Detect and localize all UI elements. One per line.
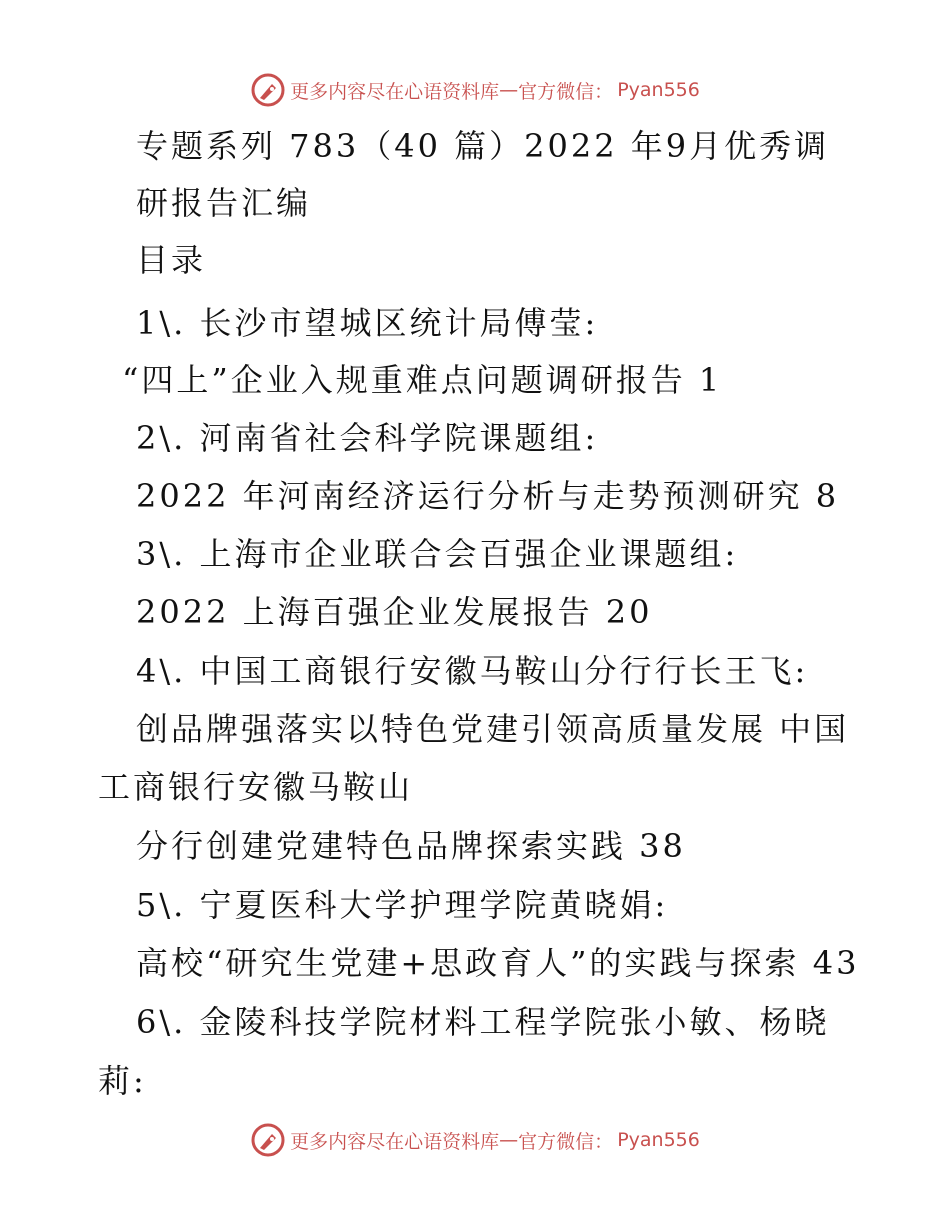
watermark-text: 更多内容尽在心语资料库 [290, 1130, 500, 1153]
watermark-text: 更多内容尽在心语资料库 [290, 80, 500, 103]
toc-entry-5-title: 高校“研究生党建+思政育人”的实践与探索 43 [136, 944, 860, 982]
watermark-header [0, 70, 950, 110]
watermark-handle: Pyan556 [617, 79, 700, 101]
toc-entry-1-title: “四上”企业入规重难点问题调研报告 1 [122, 361, 723, 399]
toc-entry-4-title: 创品牌强落实以特色党建引领高质量发展 中国 [136, 710, 850, 748]
pen-nib-logo-icon [250, 1122, 286, 1158]
document-title-line-1: 专题系列 783（40 篇）2022 年9月优秀调 [136, 127, 830, 165]
watermark-wechat-label: 官方微信： [518, 80, 614, 103]
watermark-handle: Pyan556 [617, 1129, 700, 1151]
toc-entry-4-title-end: 分行创建党建特色品牌探索实践 38 [136, 827, 686, 865]
watermark-separator: — [499, 79, 519, 101]
watermark-footer [0, 1120, 950, 1160]
toc-entry-1-author: 1\. 长沙市望城区统计局傅莹: [136, 304, 599, 342]
toc-entry-2-author: 2\. 河南省社会科学院课题组: [136, 419, 599, 457]
toc-entry-4-author: 4\. 中国工商银行安徽马鞍山分行行长王飞: [136, 652, 809, 690]
document-title-line-2: 研报告汇编 [136, 184, 312, 222]
toc-entry-6-author-cont: 莉: [98, 1062, 147, 1100]
toc-entry-3-author: 3\. 上海市企业联合会百强企业课题组: [136, 535, 739, 573]
toc-entry-3-title: 2022 上海百强企业发展报告 20 [136, 593, 653, 631]
toc-heading: 目录 [136, 241, 207, 279]
toc-entry-2-title: 2022 年河南经济运行分析与走势预测研究 8 [136, 477, 840, 515]
watermark-wechat-label: 官方微信： [518, 1130, 614, 1153]
toc-entry-4-title-cont: 工商银行安徽马鞍山 [98, 768, 414, 806]
watermark-separator: — [499, 1129, 519, 1151]
pen-nib-logo-icon [250, 72, 286, 108]
toc-entry-5-author: 5\. 宁夏医科大学护理学院黄晓娟: [136, 886, 669, 924]
toc-entry-6-author: 6\. 金陵科技学院材料工程学院张小敏、杨晓 [136, 1003, 830, 1041]
